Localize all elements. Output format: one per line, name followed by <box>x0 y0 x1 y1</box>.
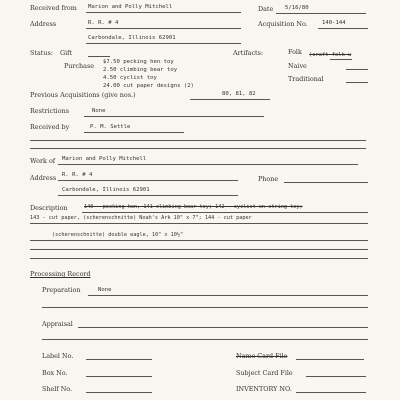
restrictions-value: None <box>92 108 106 114</box>
box-no-line <box>86 376 152 377</box>
gift-line <box>88 56 110 57</box>
work-address-line2: Carbondale, Illinois 62901 <box>62 187 150 193</box>
received-by-label: Received by <box>30 123 70 131</box>
purchase-item-1: $7.50 pecking hen toy <box>103 59 174 65</box>
address-line2-rule <box>86 43 241 44</box>
received-by-line <box>84 132 184 133</box>
restrictions-line <box>84 116 264 117</box>
purchase-item-4: 24.00 cut paper designs (2) <box>103 83 194 89</box>
inventory-label: INVENTORY NO. <box>236 385 292 393</box>
address-line2: Carbondale, Illinois 62901 <box>88 35 176 41</box>
subject-card-label: Subject Card File <box>236 369 293 377</box>
work-address-line1: R. R. # 4 <box>62 172 93 178</box>
received-from-line <box>86 12 241 13</box>
artifact-naive: Naive <box>288 62 307 70</box>
work-address-line1-rule <box>58 180 238 181</box>
received-from-value: Marion and Polly Mitchell <box>88 4 173 10</box>
processing-title: Processing Record <box>30 270 91 278</box>
artifact-traditional: Traditional <box>288 75 324 83</box>
label-no-label: Label No. <box>42 352 74 360</box>
purchase-item-3: 4.50 cyclist toy <box>103 75 157 81</box>
description-line1: 140 - pecking hen, 141 climbing bear toy; 142 - cyclist on string toy; <box>84 204 303 210</box>
shelf-no-line <box>86 392 152 393</box>
naive-line <box>346 69 368 70</box>
description-rule1 <box>82 212 368 213</box>
artifacts-label: Artifacts: <box>233 49 264 57</box>
address-line1: R. R. # 4 <box>88 20 119 26</box>
previous-label: Previous Acquisitions (give nos.) <box>30 91 136 99</box>
received-by-value: P. M. Settle <box>90 124 131 130</box>
description-rule2 <box>30 223 368 224</box>
name-card-line <box>296 359 364 360</box>
description-rule4 <box>30 249 368 250</box>
description-line3: (scherenschnitte) double eagle, 10" x 10½" <box>52 232 184 238</box>
date-line <box>276 13 366 14</box>
appraisal-line <box>78 327 368 328</box>
previous-line <box>190 99 270 100</box>
inventory-line <box>296 392 366 393</box>
appraisal-label: Appraisal <box>42 320 73 328</box>
work-of-line <box>58 164 358 165</box>
preparation-label: Preparation <box>42 286 81 294</box>
acquisition-label: Acquisition No. <box>258 20 308 28</box>
work-of-value: Marion and Polly Mitchell <box>62 156 147 162</box>
artifact-folk-note: (craft folk w <box>309 52 352 58</box>
address-label: Address <box>30 20 57 28</box>
status-label: Status: <box>30 49 53 57</box>
work-address-label: Address <box>30 174 57 182</box>
description-label: Description <box>30 204 68 212</box>
previous-value: 80, 81, 82 <box>222 91 256 97</box>
shelf-no-label: Shelf No. <box>42 385 73 393</box>
preparation-value: None <box>98 287 112 293</box>
work-of-label: Work of <box>30 157 56 165</box>
description-rule3 <box>30 240 368 241</box>
appraisal-line-2 <box>42 339 368 340</box>
preparation-line <box>88 295 368 296</box>
phone-line <box>284 182 368 183</box>
acquisition-value: 140-144 <box>322 20 346 26</box>
traditional-line <box>346 82 368 83</box>
date-value: 5/16/80 <box>285 5 309 11</box>
folk-line <box>330 59 352 60</box>
work-address-line2-rule <box>58 195 238 196</box>
blank-line-1 <box>30 140 366 141</box>
description-rule5 <box>30 258 368 259</box>
restrictions-label: Restrictions <box>30 107 69 115</box>
label-no-line <box>86 359 152 360</box>
name-card-label: Name Card File <box>236 352 288 360</box>
artifact-folk: Folk <box>288 48 302 56</box>
received-from-label: Received from <box>30 4 77 12</box>
subject-card-line <box>306 376 366 377</box>
acquisition-line <box>318 28 368 29</box>
description-line2: 143 - cut paper, (scherenschnitte) Noah's Ark 10" x 7"; 144 - cut paper <box>30 215 252 221</box>
phone-label: Phone <box>258 175 279 183</box>
preparation-line-2 <box>42 307 368 308</box>
address-line1-rule <box>86 28 241 29</box>
status-gift: Gift <box>60 49 73 57</box>
date-label: Date <box>258 5 274 13</box>
status-purchase: Purchase <box>64 62 95 70</box>
purchase-item-2: 2.50 climbing bear toy <box>103 67 178 73</box>
blank-line-2 <box>30 148 366 149</box>
box-no-label: Box No. <box>42 369 68 377</box>
